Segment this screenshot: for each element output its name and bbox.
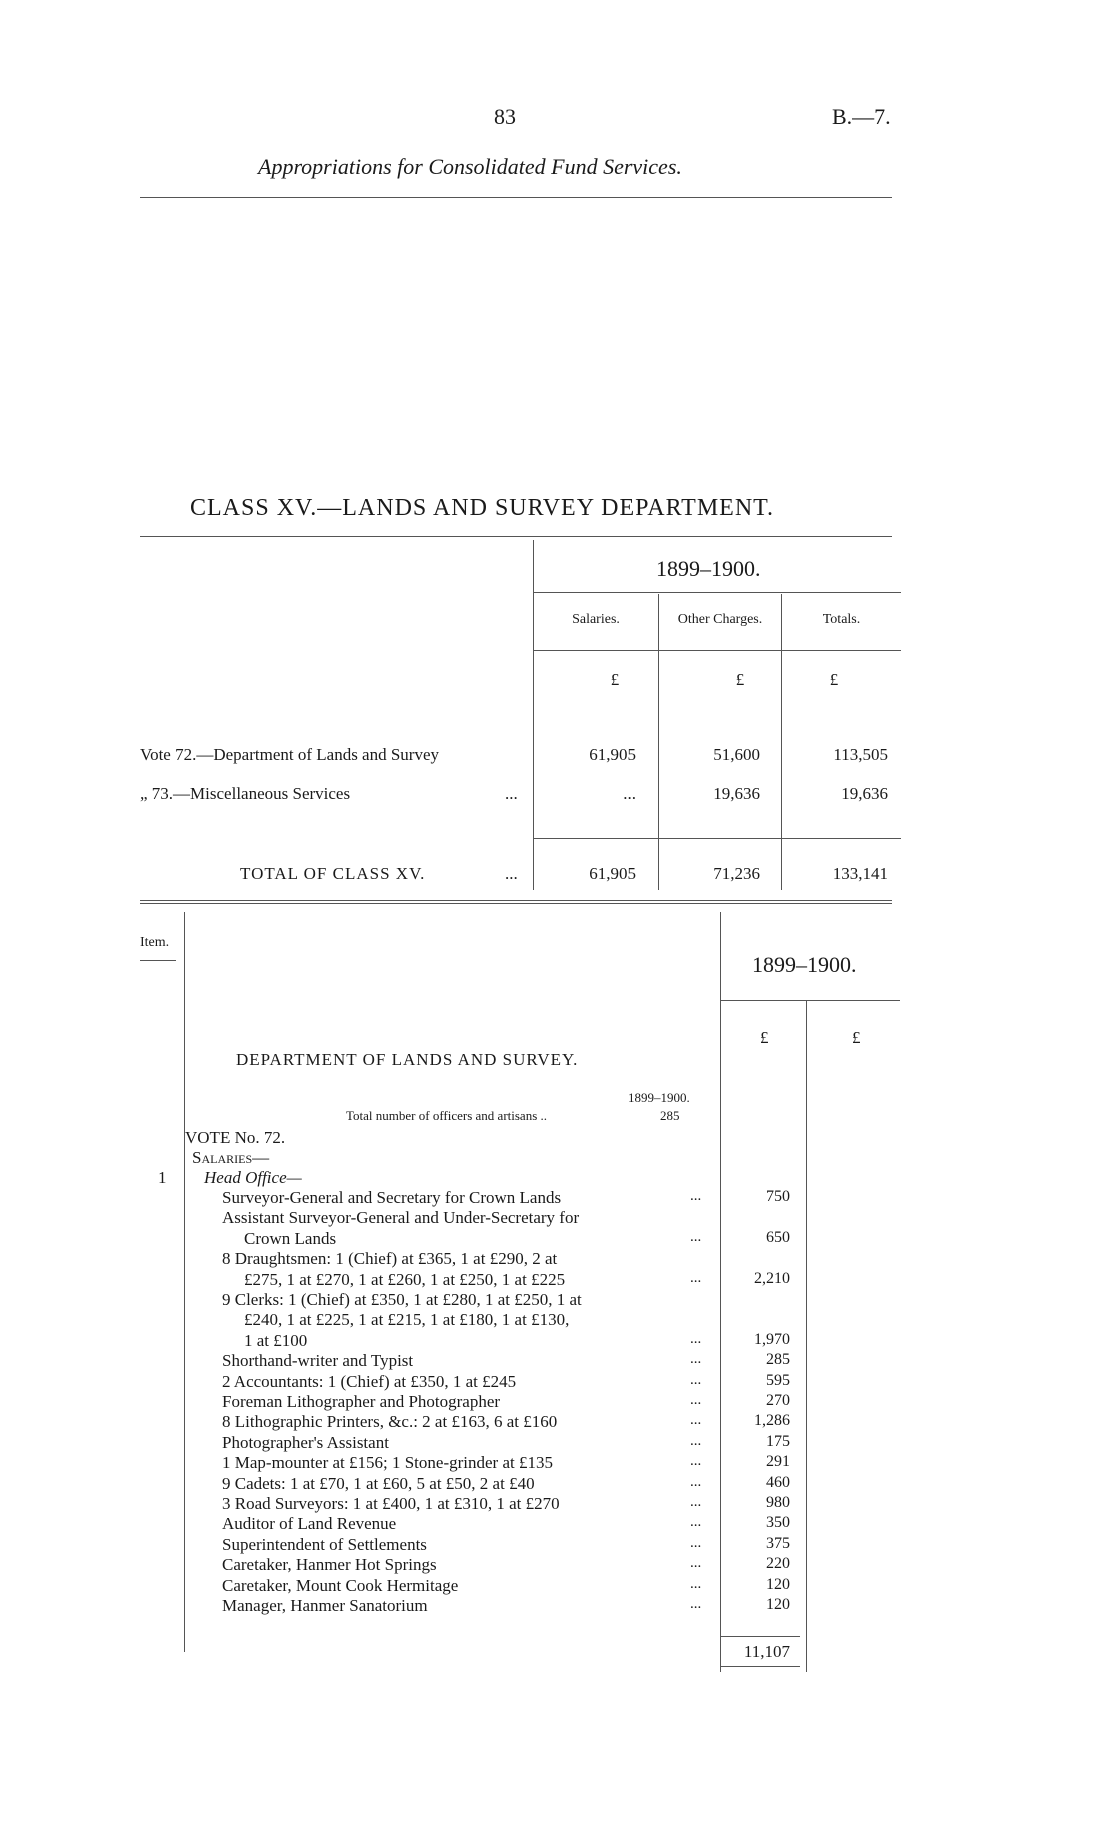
salary-line-dots: ... bbox=[690, 1330, 702, 1347]
salary-line-amount: 650 bbox=[766, 1228, 790, 1246]
col-salaries-header: Salaries. bbox=[572, 612, 620, 627]
salary-line bbox=[0, 1372, 1114, 1392]
salary-line-text: Superintendent of Settlements bbox=[222, 1534, 427, 1554]
salary-line-amount: 595 bbox=[766, 1371, 790, 1389]
salary-line bbox=[0, 1331, 1114, 1351]
class-col-divider-right bbox=[781, 594, 782, 890]
class-total-rule bbox=[533, 838, 901, 839]
salary-line-text: Foreman Lithographer and Photographer bbox=[222, 1392, 501, 1411]
salary-line-amount: 120 bbox=[766, 1596, 790, 1613]
salary-line bbox=[0, 1270, 1114, 1290]
salary-line-dots: ... bbox=[690, 1514, 702, 1531]
class-col-divider-mid bbox=[658, 594, 659, 890]
vote-73-total: 19,636 bbox=[841, 784, 888, 803]
header-rule bbox=[140, 197, 892, 198]
salary-line-amount: 120 bbox=[766, 1575, 790, 1593]
salary-line bbox=[0, 1453, 1114, 1473]
currency-totals: £ bbox=[829, 670, 839, 689]
salary-line-text: 9 Clerks: 1 (Chief) at £350, 1 at £280, 1 at £250, 1 at bbox=[222, 1290, 582, 1309]
class-total-total: 133,141 bbox=[832, 864, 888, 883]
items-year: 1899–1900. bbox=[752, 952, 857, 977]
class-total-salaries: 61,905 bbox=[589, 864, 636, 883]
items-year-rule bbox=[720, 1000, 900, 1001]
salary-line bbox=[0, 1229, 1114, 1249]
salary-line-text: 8 Draughtsmen: 1 (Chief) at £365, 1 at £290, 2 at bbox=[222, 1249, 558, 1269]
vote-72-total: 113,505 bbox=[833, 745, 888, 764]
salary-line bbox=[0, 1596, 1114, 1616]
salary-line-amount: 980 bbox=[766, 1494, 790, 1511]
salary-line-dots: ... bbox=[690, 1412, 702, 1429]
item-header: Item. bbox=[140, 935, 170, 950]
salary-line-text: 1 at £100 bbox=[244, 1330, 308, 1350]
salary-line-dots: ... bbox=[690, 1228, 702, 1245]
class-year: 1899–1900. bbox=[656, 556, 761, 581]
col-totals-header: Totals. bbox=[822, 612, 861, 627]
salary-line-amount: 2,210 bbox=[754, 1269, 790, 1287]
item-number: 1 bbox=[158, 1168, 167, 1187]
officers-year: 1899–1900. bbox=[628, 1090, 690, 1105]
salary-line bbox=[0, 1392, 1114, 1412]
dept-title: DEPARTMENT OF LANDS AND SURVEY. bbox=[236, 1050, 579, 1069]
items-currency-1: £ bbox=[760, 1028, 769, 1047]
salary-line-amount: 220 bbox=[766, 1555, 790, 1573]
salary-line-amount: 270 bbox=[766, 1392, 790, 1409]
salary-line-text: Crown Lands bbox=[244, 1228, 337, 1248]
salary-line-text: Assistant Surveyor-General and Under-Secretary for bbox=[222, 1208, 580, 1228]
salary-line-text: 2 Accountants: 1 (Chief) at £350, 1 at £245 bbox=[222, 1371, 517, 1391]
salary-line-amount: 285 bbox=[766, 1351, 790, 1369]
salary-line-amount: 1,970 bbox=[754, 1330, 790, 1348]
class-title-rule bbox=[140, 536, 892, 537]
salary-line-text: 3 Road Surveyors: 1 at £400, 1 at £310, 1 at £270 bbox=[222, 1494, 560, 1513]
salary-line-amount: 460 bbox=[766, 1473, 790, 1491]
salary-line bbox=[0, 1535, 1114, 1555]
salaries-heading: Salaries— bbox=[192, 1148, 270, 1167]
vote-73-other: 19,636 bbox=[713, 784, 760, 803]
subtotal: 11,107 bbox=[743, 1642, 790, 1661]
salary-line-amount: 750 bbox=[766, 1188, 790, 1205]
salary-line bbox=[0, 1576, 1114, 1596]
items-currency-2: £ bbox=[852, 1028, 861, 1047]
vote-72-label: Vote 72.—Department of Lands and Survey bbox=[140, 745, 440, 764]
salary-line bbox=[0, 1208, 1114, 1228]
salary-line-text: 9 Cadets: 1 at £70, 1 at £60, 5 at £50, 2 at £40 bbox=[222, 1473, 535, 1493]
salary-line-amount: 175 bbox=[766, 1432, 790, 1450]
salary-line-dots: ... bbox=[690, 1534, 702, 1551]
salary-line bbox=[0, 1249, 1114, 1269]
salary-line bbox=[0, 1310, 1114, 1330]
salary-line-amount: 1,286 bbox=[754, 1412, 790, 1430]
salary-line bbox=[0, 1188, 1114, 1208]
salary-line-text: Shorthand-writer and Typist bbox=[222, 1351, 414, 1371]
salary-line-amount: 350 bbox=[766, 1514, 790, 1532]
salary-line-dots: ... bbox=[690, 1269, 702, 1286]
salary-line bbox=[0, 1555, 1114, 1575]
salary-line-text: Photographer's Assistant bbox=[222, 1432, 389, 1452]
vote-72-salaries: 61,905 bbox=[589, 745, 636, 764]
salary-line-text: Caretaker, Mount Cook Hermitage bbox=[222, 1575, 459, 1595]
salary-line bbox=[0, 1351, 1114, 1371]
officers-label: Total number of officers and artisans .. bbox=[346, 1108, 548, 1123]
class-bottom-rule-2 bbox=[140, 903, 892, 904]
salary-line-dots: ... bbox=[690, 1596, 702, 1612]
salary-line-dots: ... bbox=[690, 1494, 702, 1510]
salary-line-dots: ... bbox=[690, 1351, 702, 1368]
vote-73-salaries: ... bbox=[623, 784, 636, 803]
salary-line-text: Caretaker, Hanmer Hot Springs bbox=[222, 1555, 437, 1575]
salary-line-text: Surveyor-General and Secretary for Crown Lands bbox=[222, 1188, 562, 1207]
salary-line-dots: ... bbox=[690, 1473, 702, 1490]
currency-salaries: £ bbox=[610, 670, 620, 689]
salary-line-text: Auditor of Land Revenue bbox=[222, 1514, 397, 1534]
class-total-label: TOTAL OF CLASS XV. bbox=[240, 864, 426, 883]
salary-line-dots: ... bbox=[690, 1575, 702, 1592]
salary-line bbox=[0, 1494, 1114, 1514]
salary-line-dots: ... bbox=[690, 1371, 702, 1388]
running-title: Appropriations for Consolidated Fund Services. bbox=[258, 154, 682, 179]
salary-line bbox=[0, 1514, 1114, 1534]
salary-line-text: 8 Lithographic Printers, &c.: 2 at £163, 6 at £160 bbox=[222, 1412, 558, 1432]
subtotal-rule-top bbox=[720, 1636, 800, 1637]
class-total-dots: ... bbox=[505, 864, 518, 883]
salary-line bbox=[0, 1474, 1114, 1494]
class-header-rule bbox=[533, 650, 901, 651]
salary-line-amount: 291 bbox=[766, 1453, 790, 1471]
vote-72-other: 51,600 bbox=[713, 745, 760, 764]
salary-line-dots: ... bbox=[690, 1555, 702, 1572]
page-number: 83 bbox=[494, 104, 516, 129]
subtotal-rule-bottom bbox=[720, 1666, 800, 1667]
salary-line-text: 1 Map-mounter at £156; 1 Stone-grinder at £135 bbox=[222, 1453, 553, 1473]
salary-line bbox=[0, 1412, 1114, 1432]
salary-line bbox=[0, 1433, 1114, 1453]
salary-line-text: £275, 1 at £270, 1 at £260, 1 at £250, 1 at £225 bbox=[244, 1269, 566, 1289]
class-title: CLASS XV.—LANDS AND SURVEY DEPARTMENT. bbox=[190, 495, 775, 521]
col-other-header: Other Charges. bbox=[677, 612, 763, 627]
vote-73-dots: ... bbox=[505, 784, 518, 803]
salary-line-dots: ... bbox=[690, 1392, 702, 1408]
officers-count: 285 bbox=[660, 1108, 680, 1123]
salary-line-dots: ... bbox=[690, 1432, 702, 1449]
salary-line-dots: ... bbox=[690, 1188, 702, 1204]
head-office-heading: Head Office— bbox=[204, 1168, 302, 1187]
salary-line-amount: 375 bbox=[766, 1534, 790, 1552]
item-header-rule bbox=[140, 960, 176, 961]
vote-73-label: „ 73.—Miscellaneous Services bbox=[140, 784, 351, 803]
salary-line-text: £240, 1 at £225, 1 at £215, 1 at £180, 1 at £130, bbox=[244, 1310, 570, 1330]
currency-other: £ bbox=[735, 670, 745, 689]
document-ref: B.—7. bbox=[832, 104, 891, 129]
class-total-other: 71,236 bbox=[713, 864, 760, 883]
salary-line bbox=[0, 1290, 1114, 1310]
class-year-rule bbox=[533, 592, 901, 593]
salary-line-text: Manager, Hanmer Sanatorium bbox=[222, 1596, 428, 1615]
class-bottom-rule bbox=[140, 900, 892, 901]
vote-heading: VOTE No. 72. bbox=[185, 1128, 286, 1147]
salary-line-dots: ... bbox=[690, 1453, 702, 1470]
